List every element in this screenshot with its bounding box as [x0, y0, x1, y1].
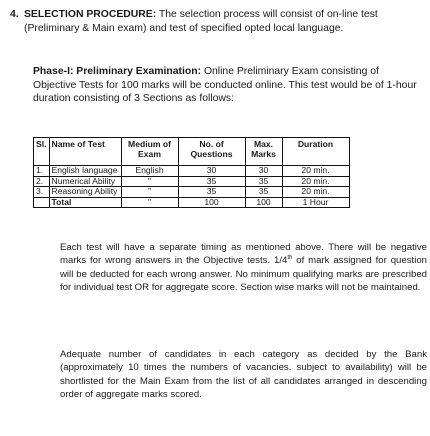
cell-duration: 20 min. — [282, 187, 349, 198]
section-title: SELECTION PROCEDURE: — [24, 9, 157, 20]
cell-questions: 35 — [178, 176, 245, 187]
cell-marks: 35 — [245, 187, 282, 198]
cell-name: English language — [49, 166, 121, 177]
para1-superscript: th — [287, 255, 293, 262]
cell-sl — [34, 197, 50, 208]
header-cell-questions: No. of Questions — [178, 138, 245, 166]
cell-marks: 35 — [245, 176, 282, 187]
cell-name: Reasoning Ability — [49, 187, 121, 198]
phase-title: Phase-I: Preliminary Examination: — [33, 66, 202, 77]
header-cell-sl: Sl. — [34, 138, 50, 166]
table-row — [34, 187, 350, 198]
table-header-row — [34, 138, 350, 166]
cell-marks: 100 — [245, 197, 282, 208]
header-cell-duration: Duration — [282, 138, 349, 166]
section-body — [24, 8, 424, 35]
section-number: 4. — [10, 9, 19, 20]
cell-questions: 30 — [178, 166, 245, 177]
cell-duration: 20 min. — [282, 166, 349, 177]
cell-questions: 100 — [178, 197, 245, 208]
exam-table — [33, 137, 350, 208]
cell-medium: " — [121, 176, 178, 187]
phase-text: Online Preliminary Exam consisting of Objective Tests for 100 marks will be conducted online. This test would be of 1-hour duration consisting of 3 Sections as follows: — [33, 66, 417, 104]
section-heading — [10, 8, 424, 35]
table-row — [34, 166, 350, 177]
cell-duration: 20 min. — [282, 176, 349, 187]
cell-medium: English — [121, 166, 178, 177]
cell-medium: " — [121, 187, 178, 198]
cell-sl: 1. — [34, 166, 50, 177]
para1-text-end: of mark assigned for question will be deducted for each wrong answer. No minimum qualifying marks are prescribed for individual test OR for aggregate score. Section wise marks will not be maintained. — [60, 255, 427, 293]
cell-duration: 1 Hour — [282, 197, 349, 208]
cell-sl: 2. — [34, 176, 50, 187]
cell-marks: 30 — [245, 166, 282, 177]
phase-paragraph — [33, 65, 425, 106]
cell-sl: 3. — [34, 187, 50, 198]
section-text: The selection process will consist of on-line test (Preliminary & Main exam) and test of specified opted local language. — [24, 9, 378, 34]
table-row — [34, 176, 350, 187]
negative-marking-paragraph — [60, 241, 427, 294]
shortlist-paragraph: Adequate number of candidates in each category as decided by the Bank (approximately 10 times the numbers of vacancies. subject to availability) will be shortlisted for the Main Exam from the list of all candidates arranged in descending order of aggregate marks scored. — [60, 349, 427, 400]
header-cell-name: Name of Test — [49, 138, 121, 166]
cell-questions: 35 — [178, 187, 245, 198]
header-cell-medium: Medium of Exam — [121, 138, 178, 166]
cell-name: Total — [49, 197, 121, 208]
para1-text-start: Each test will have a separate timing as mentioned above. There will be negative marks for wrong answers in the Objective tests. 1/4 — [60, 242, 427, 267]
cell-name: Numerical Ability — [49, 176, 121, 187]
table-total-row — [34, 197, 350, 208]
cell-medium: " — [121, 197, 178, 208]
header-cell-marks: Max. Marks — [245, 138, 282, 166]
